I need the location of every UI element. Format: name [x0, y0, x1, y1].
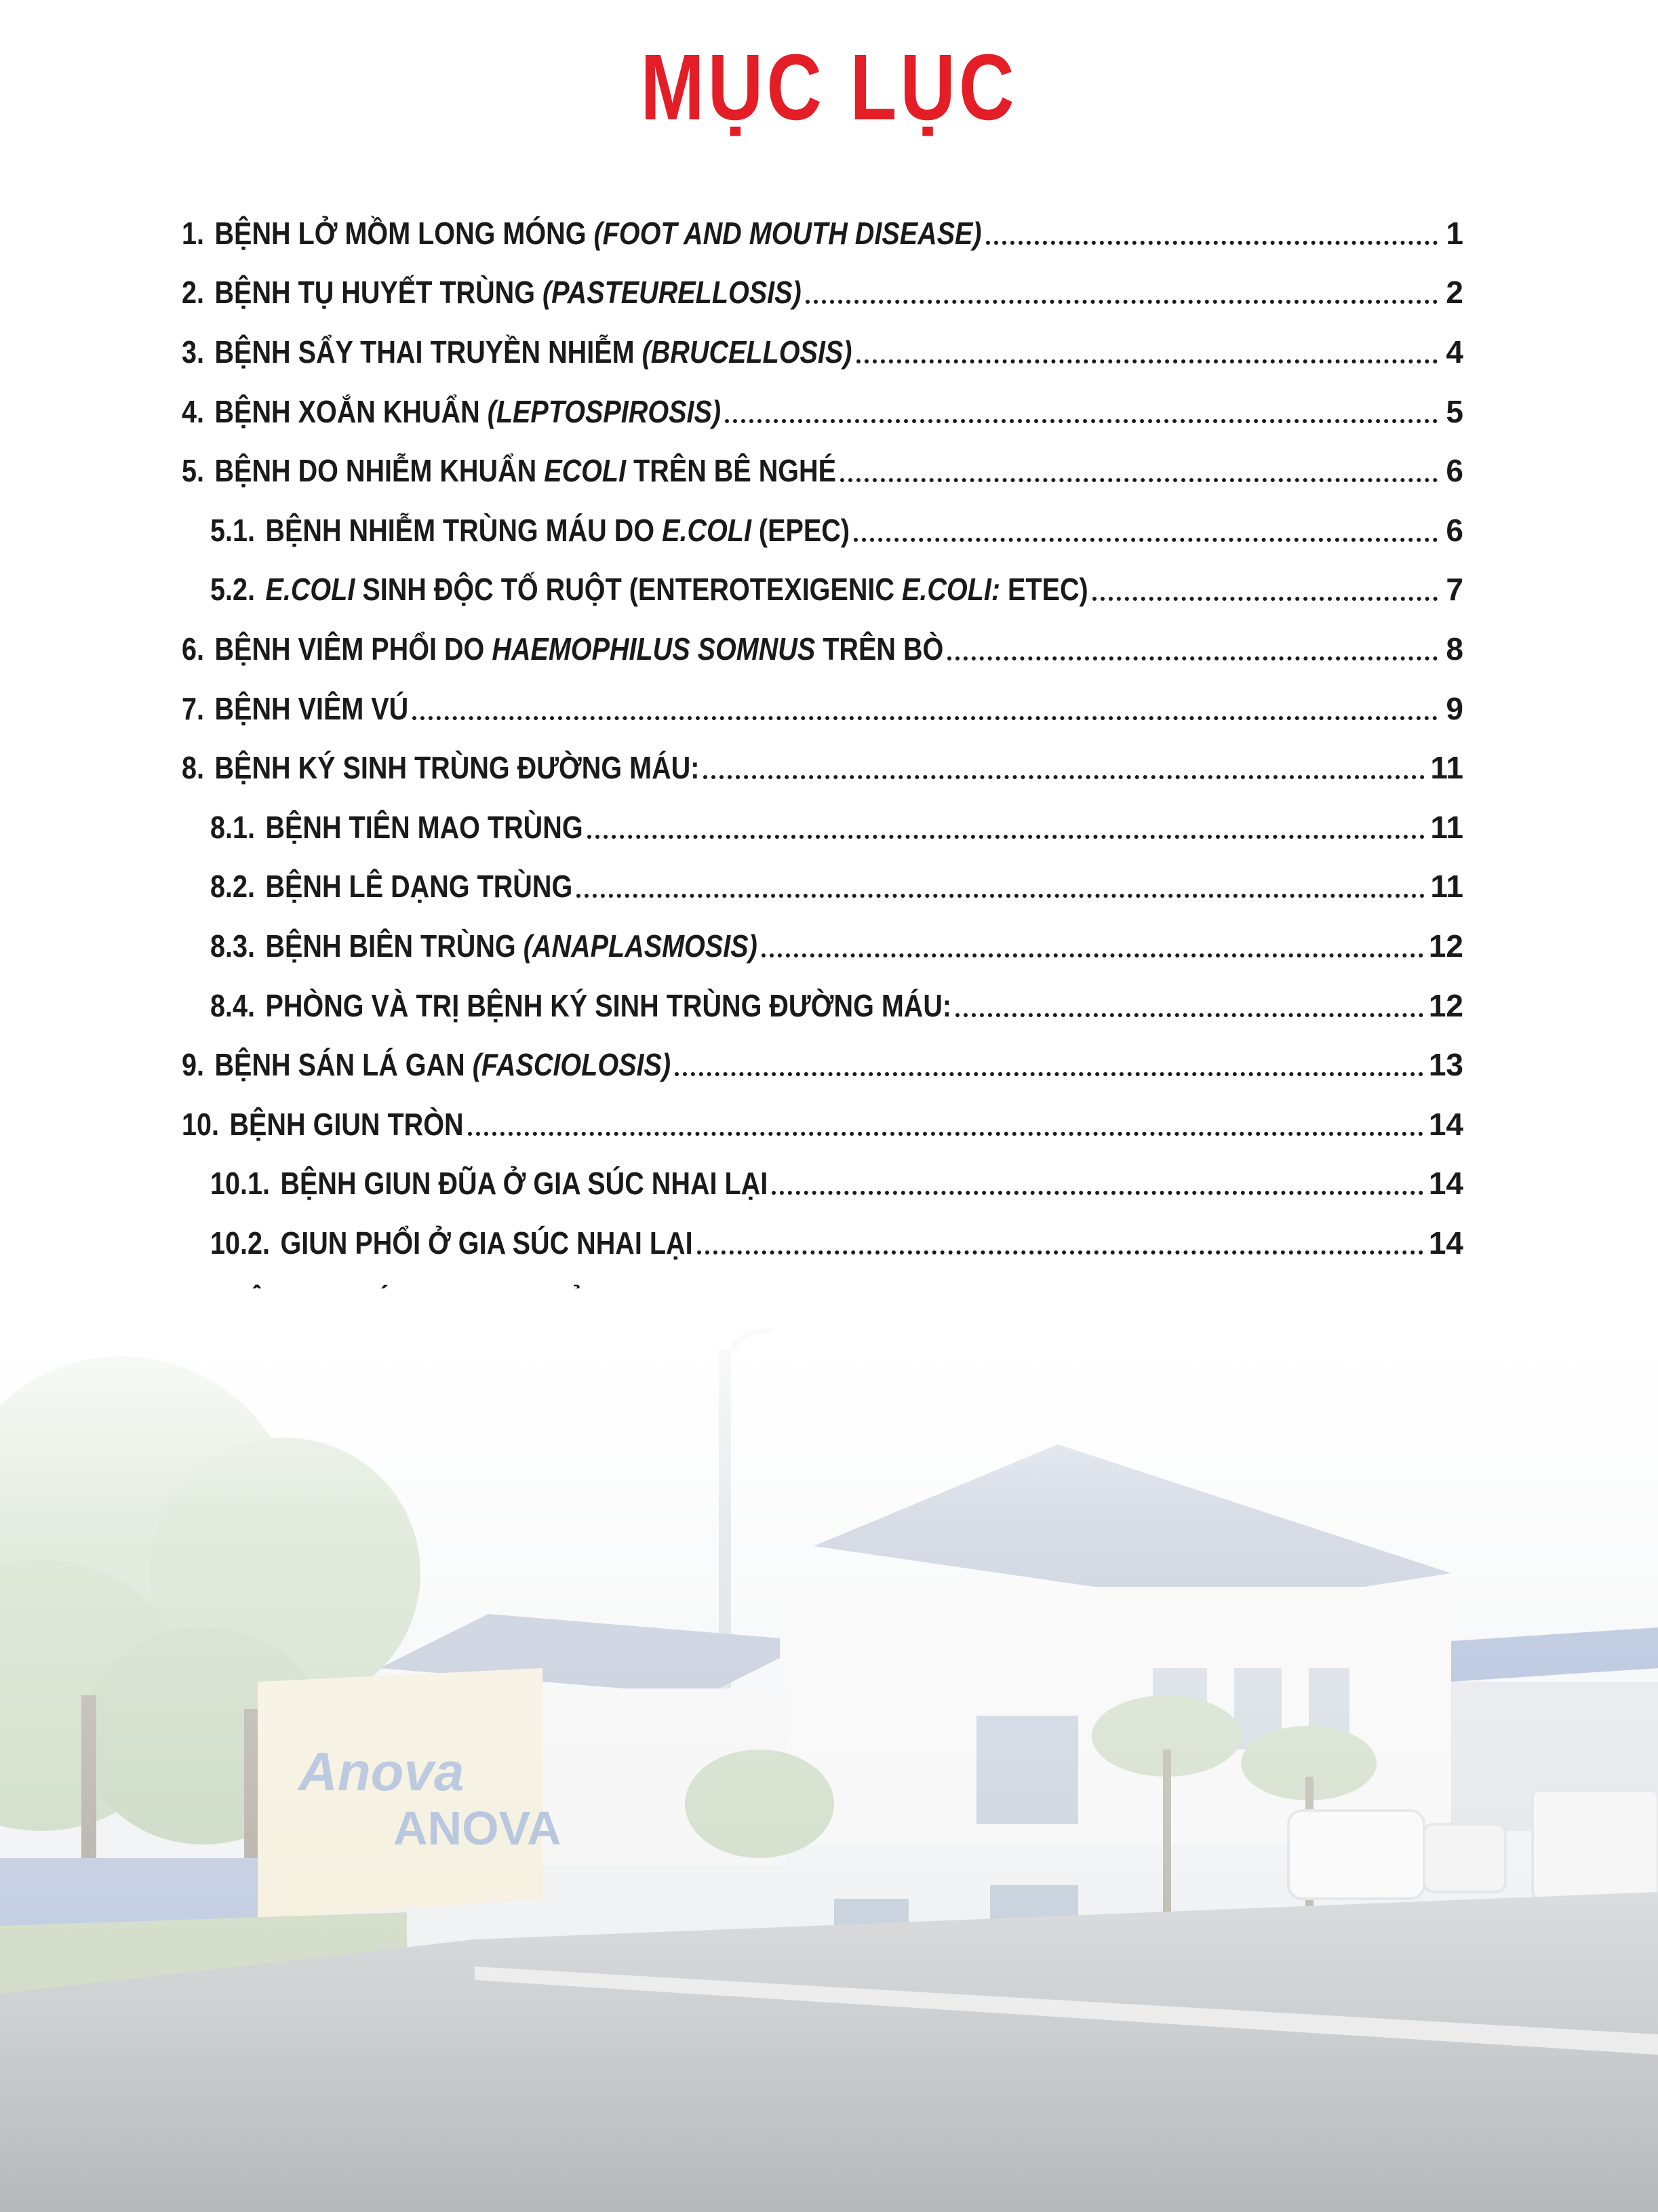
toc-entry-number: 5.1. — [210, 512, 255, 548]
toc-entry-italic-term: (PASTEURELLOSIS) — [542, 275, 802, 311]
toc-entry-text: GIUN PHỔI Ở GIA SÚC NHAI LẠI — [280, 1225, 693, 1261]
toc-page-number: 11 — [1430, 869, 1463, 905]
toc-entry-text: SINH ĐỘC TỐ RUỘT (ENTEROTEXIGENIC — [355, 572, 902, 608]
toc-page-number: 11 — [1430, 809, 1463, 845]
toc-entry-text: BỆNH KÝ SINH TRÙNG ĐƯỜNG MÁU: — [214, 750, 700, 786]
toc-entry[interactable] — [182, 738, 1463, 797]
toc-entry-label — [210, 571, 1088, 608]
toc-page-number: 4 — [1446, 334, 1463, 370]
toc-entry-label — [182, 631, 943, 667]
dot-leader — [468, 1132, 1423, 1136]
toc-entry-label — [210, 512, 850, 549]
dot-leader — [955, 1013, 1423, 1017]
toc-entry-number: 5.2. — [210, 572, 255, 608]
toc-entry-number: 10.1. — [210, 1166, 270, 1202]
toc-entry[interactable] — [182, 322, 1463, 382]
toc-entry[interactable] — [182, 857, 1463, 917]
toc-entry-number: 8.3. — [210, 928, 255, 964]
toc-entry[interactable] — [182, 560, 1463, 620]
toc-entry-text: BỆNH BIÊN TRÙNG — [265, 928, 524, 964]
toc-entry-number: 2. — [182, 275, 205, 311]
toc-entry-text: BỆNH GIUN ĐŨA Ở GIA SÚC NHAI LẠI — [280, 1166, 768, 1202]
dot-leader — [840, 478, 1438, 482]
toc-entry-text: BỆNH VIÊM PHỔI DO — [214, 631, 492, 667]
toc-entry-label — [182, 1046, 671, 1083]
dot-leader — [854, 538, 1438, 542]
toc-entry-label — [182, 452, 836, 489]
dot-leader — [587, 835, 1425, 839]
toc-page-number: 14 — [1428, 1225, 1463, 1261]
toc-entry-italic-term: E.COLI — [662, 512, 751, 548]
toc-entry-number: 8.2. — [210, 869, 255, 905]
toc-entry-text: BỆNH TIÊN MAO TRÙNG — [265, 809, 583, 845]
toc-entry-italic-term: E.COLI — [265, 572, 355, 608]
background-photo — [0, 1288, 1658, 2212]
toc-entry[interactable] — [182, 797, 1463, 857]
table-of-contents — [182, 203, 1463, 1332]
toc-entry[interactable] — [182, 1094, 1463, 1154]
toc-page-number: 12 — [1428, 987, 1463, 1023]
toc-page-number: 7 — [1446, 572, 1463, 608]
toc-page-number: 11 — [1430, 750, 1463, 786]
page-title: MỤC LỤC — [640, 35, 1018, 140]
toc-entry-text: TRÊN BÒ — [815, 631, 944, 667]
toc-entry-italic-term: (FOOT AND MOUTH DISEASE) — [593, 215, 982, 251]
toc-page-number: 6 — [1446, 512, 1463, 548]
toc-entry-text: TRÊN BÊ NGHÉ — [626, 453, 837, 489]
toc-entry-text: (EPEC) — [751, 512, 850, 548]
toc-entry-text: BỆNH NHIỄM TRÙNG MÁU DO — [265, 512, 663, 548]
toc-entry-text: BỆNH GIUN TRÒN — [229, 1106, 464, 1142]
toc-entry[interactable] — [182, 916, 1463, 976]
toc-entry[interactable] — [182, 1035, 1463, 1094]
toc-entry-label — [210, 809, 583, 846]
toc-entry-text: BỆNH LỞ MỒM LONG MÓNG — [214, 215, 594, 251]
toc-entry-label — [182, 690, 408, 727]
toc-page-number: 5 — [1446, 393, 1463, 429]
toc-entry-text: PHÒNG VÀ TRỊ BỆNH KÝ SINH TRÙNG ĐƯỜNG MÁU: — [265, 987, 952, 1023]
toc-entry[interactable] — [182, 976, 1463, 1035]
toc-page-number: 1 — [1446, 215, 1463, 251]
dot-leader — [856, 359, 1438, 363]
toc-page-number: 14 — [1428, 1166, 1463, 1202]
toc-entry-number: 6. — [182, 631, 205, 667]
toc-entry-label — [182, 749, 699, 786]
toc-entry-number: 8.1. — [210, 809, 255, 845]
dot-leader — [986, 241, 1438, 245]
toc-entry-text: ETEC) — [1000, 572, 1088, 608]
toc-entry[interactable] — [182, 1213, 1463, 1273]
dot-leader — [675, 1072, 1423, 1076]
toc-entry-number: 10. — [182, 1106, 219, 1142]
dot-leader — [762, 953, 1423, 957]
toc-entry-label — [182, 393, 721, 430]
dot-leader — [1092, 597, 1438, 601]
toc-entry[interactable] — [182, 441, 1463, 500]
toc-entry-italic-term: HAEMOPHILUS SOMNUS — [492, 631, 816, 667]
toc-entry-italic-term: ECOLI — [544, 453, 627, 489]
toc-entry-text: BỆNH SÁN LÁ GAN — [214, 1047, 473, 1083]
toc-entry[interactable] — [182, 203, 1463, 263]
toc-entry-label — [210, 987, 951, 1024]
toc-entry-italic-term: (FASCIOLOSIS) — [472, 1047, 671, 1083]
toc-entry[interactable] — [182, 500, 1463, 560]
dot-leader — [576, 894, 1425, 898]
dot-leader — [806, 300, 1438, 304]
toc-entry[interactable] — [182, 619, 1463, 679]
toc-page-number: 12 — [1428, 928, 1463, 964]
toc-entry-italic-term: (LEPTOSPIROSIS) — [487, 393, 722, 429]
toc-page-number: 14 — [1428, 1106, 1463, 1142]
toc-entry-label — [182, 334, 852, 370]
dot-leader — [772, 1191, 1423, 1195]
dot-leader — [412, 716, 1438, 720]
toc-entry[interactable] — [182, 1154, 1463, 1214]
toc-entry-text: BỆNH SẨY THAI TRUYỀN NHIỄM — [214, 334, 642, 370]
toc-entry-number: 10.2. — [210, 1225, 270, 1261]
dot-leader — [703, 775, 1425, 779]
toc-entry-number: 8.4. — [210, 987, 255, 1023]
toc-entry-label — [210, 1225, 693, 1261]
toc-page-number: 13 — [1428, 1047, 1463, 1083]
dot-leader — [697, 1250, 1423, 1255]
toc-entry[interactable] — [182, 263, 1463, 323]
toc-entry-label — [182, 1106, 464, 1143]
toc-entry-number: 7. — [182, 690, 205, 726]
toc-entry-number: 9. — [182, 1047, 205, 1083]
toc-page-number: 9 — [1446, 690, 1463, 726]
toc-entry-number: 8. — [182, 750, 205, 786]
toc-entry-text: BỆNH VIÊM VÚ — [214, 690, 409, 726]
toc-entry-italic-term: E.COLI: — [901, 572, 1001, 608]
toc-entry-text: BỆNH LÊ DẠNG TRÙNG — [265, 869, 573, 905]
toc-entry[interactable] — [182, 679, 1463, 738]
dot-leader — [725, 419, 1438, 423]
toc-entry-label — [210, 868, 572, 905]
toc-entry-label — [182, 215, 982, 252]
toc-entry-number: 5. — [182, 453, 205, 489]
toc-page-number: 8 — [1446, 631, 1463, 667]
toc-entry-text: BỆNH TỤ HUYẾT TRÙNG — [214, 275, 543, 311]
toc-entry-text: BỆNH DO NHIỄM KHUẨN — [214, 453, 545, 489]
toc-page-number: 2 — [1446, 275, 1463, 311]
toc-entry-number: 1. — [182, 215, 205, 251]
toc-page-number: 6 — [1446, 453, 1463, 489]
toc-entry-italic-term: (ANAPLASMOSIS) — [523, 928, 757, 964]
toc-entry[interactable] — [182, 382, 1463, 441]
toc-entry-label — [210, 1165, 768, 1202]
dot-leader — [947, 656, 1438, 660]
toc-entry-number: 3. — [182, 334, 205, 370]
toc-entry-text: BỆNH XOẮN KHUẨN — [214, 393, 488, 429]
toc-entry-label — [182, 274, 802, 311]
toc-entry-italic-term: (BRUCELLOSIS) — [642, 334, 852, 370]
toc-entry-number: 4. — [182, 393, 205, 429]
toc-entry-label — [210, 928, 757, 964]
